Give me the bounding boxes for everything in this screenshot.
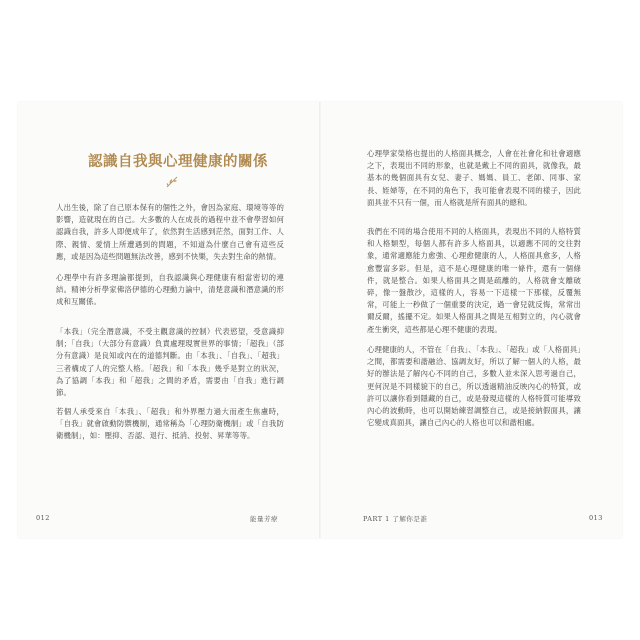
page-number: 013 <box>589 514 603 522</box>
chapter-title: 認識自我與心理健康的關係 <box>88 153 268 170</box>
paragraph: 「本我」（完全潛意識，不受主觀意識的控制）代表慾望，受意識抑制；「自我」（大部分有意識）負責處理現實世界的事情；「超我」（部分有意識）是良知或內在的道德判斷。由「本我」、「自我」、「超我」三者構成了人的完整人格。「超我」和「本我」幾乎是對立的狀況，為了協調「本我」和「超我」之間的矛盾，需要由「自我」進行調節。 <box>56 327 284 398</box>
paragraph: 心理學家榮格也提出的人格面具概念，人會在社會化和社會適應之下，表現出不同的形象，也就是戴上不同的面具，就像我，最基本的幾個面具有女兒、妻子、媽媽、員工、老師、同事、家長、姪婦等，在不同的角色下，我可能會表現不同的樣子，因此面具並不只有一個，而人格就是所有面具的總和。 <box>367 149 581 207</box>
page-number: 012 <box>36 514 50 522</box>
book-spread <box>18 102 622 538</box>
running-head: PART 1 了解你是誰 <box>363 515 428 523</box>
paragraph: 我們在不同的場合使用不同的人格面具，表現出不同的人格特質和人格類型，每個人都有許多人格面具，以適應不同的交往對象，通常適應能力愈強、心理愈健康的人，人格面具愈多，人格愈豐富多彩。但是，這不是心理健康的唯一條件，還有一個條件，就是整合。如果人格面具之間是疏離的，人格就會支離破碎，像一盤散沙，這樣的人，容易一下這樣一下那樣，反覆無常，可能上一秒做了一個重要的決定，過一會兒就反悔，常常出爾反爾，搖擺不定。如果人格面具之間是互相對立的，內心就會產生衝突，這些都是心理不健康的表現。 <box>367 227 581 334</box>
running-head: 能量芳療 <box>250 515 278 523</box>
right-page <box>321 102 622 538</box>
paragraph: 若個人承受來自「本我」、「超我」和外界壓力過大而產生焦慮時，「自我」就會啟動防禦機制，通常稱為「心理防衛機制」或「自我防衛機制」，如：壓抑、否認、退行、抵消、投射、昇華等等。 <box>56 407 284 441</box>
paragraph: 人出生後，除了自己原本保有的個性之外，會因為家庭、環境等等的影響，造就現在的自己。大多數的人在成長的過程中並不會學習如何認識自我，許多人即便成年了，依然對生活感到茫然，面對工作、人際、親情、愛情上所遭遇到的問題，不知道為什麼自己會有這些反應，或是因為這些問題無法改善，感到不快樂，失去對生命的熱情。 <box>56 203 284 261</box>
paragraph: 心理健康的人，不管在「自我」、「本我」、「超我」或「人格面具」之間，都需要和諧融洽、協調友好，所以了解一個人的人格，最好的辦法是了解內心不同的自己，多數人並未深入思考過自己，更何況是不同樣貌下的自己，所以透過精油反映內心的特質，或許可以讓你看到隱藏的自己，或是發現這樣的人格特質可能導致內心的波動時，也可以開始練習調整自己，或是接納假面具，讓它變成真面具，讓自己內心的人格也可以和諧相處。 <box>367 345 581 428</box>
left-page <box>18 102 320 538</box>
leaf-ornament-icon <box>164 174 180 190</box>
paragraph: 心理學中有許多理論都提到，自我認識與心理健康有相當密切的連結。精神分析學家佛洛伊德的心理動力論中，清楚意識和潛意識的形成和互關係。 <box>56 273 284 307</box>
